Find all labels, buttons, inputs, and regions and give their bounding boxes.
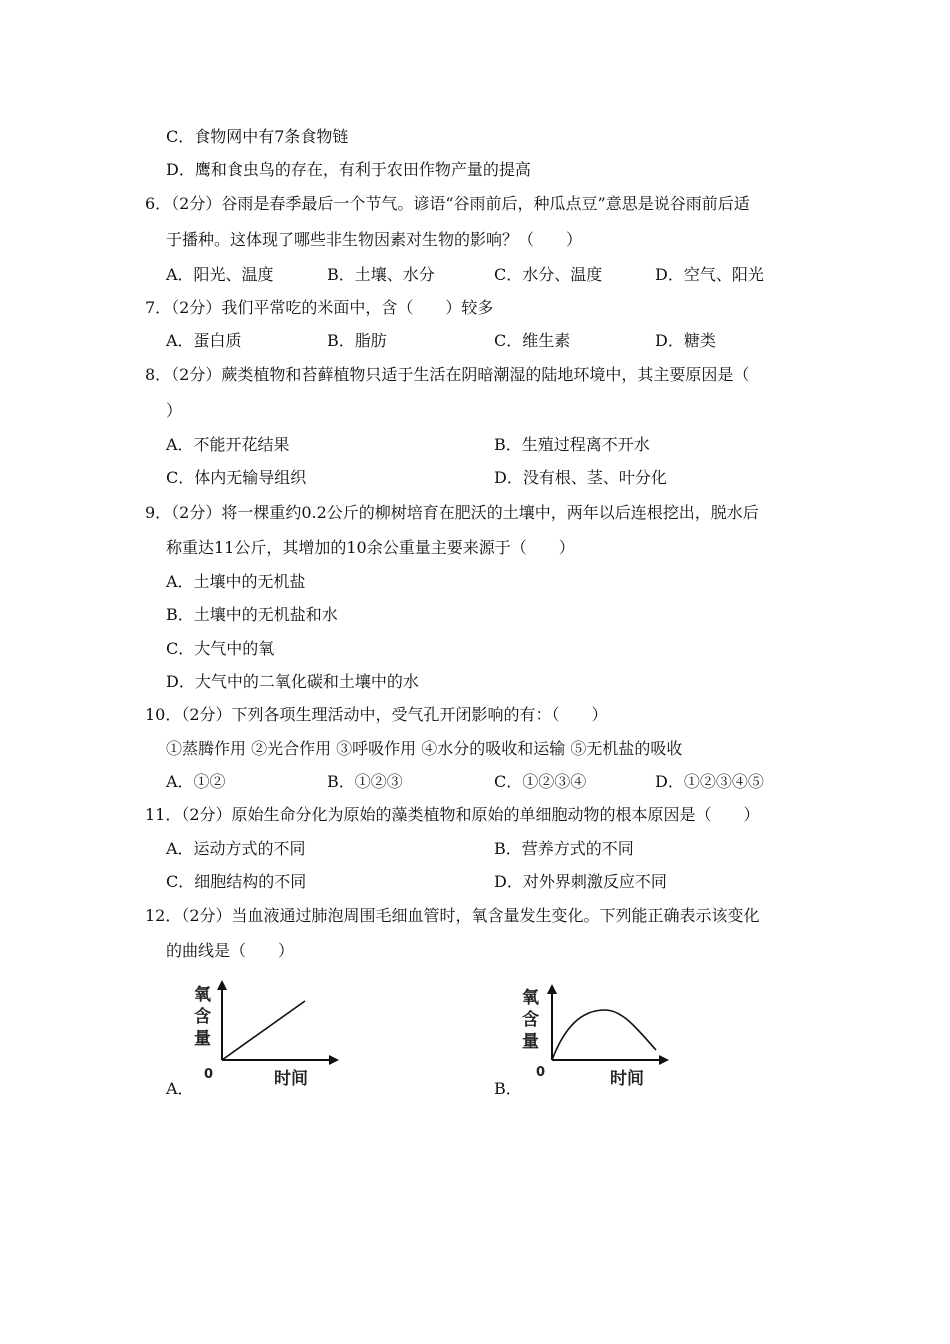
q8-option-d[interactable]: D．没有根、茎、叶分化 — [494, 468, 667, 487]
q6-option-b[interactable]: B．土壤、水分 — [327, 265, 435, 284]
q7-option-a[interactable]: A．蛋白质 — [166, 331, 242, 350]
q10-option-c[interactable]: C．①②③④ — [494, 772, 587, 791]
q10-stem-line1: 10．（2分）下列各项生理活动中，受气孔开闭影响的有：（ ） — [145, 705, 608, 724]
q6-stem-line1: 6．（2分）谷雨是春季最后一个节气。谚语“谷雨前后，种瓜点豆”意思是说谷雨前后适 — [145, 194, 750, 213]
q6-stem-line2: 于播种。这体现了哪些非生物因素对生物的影响？（ ） — [166, 230, 583, 249]
graph-b-ylabel-2: 含 — [522, 1010, 539, 1030]
q9-option-c[interactable]: C．大气中的氧 — [166, 639, 275, 658]
graph-b-xlabel: 时间 — [610, 1069, 644, 1089]
q8-option-b[interactable]: B．生殖过程离不开水 — [494, 435, 650, 454]
graph-a-xlabel: 时间 — [274, 1069, 308, 1089]
q11-option-c[interactable]: C．细胞结构的不同 — [166, 872, 307, 891]
q8-option-a[interactable]: A．不能开花结果 — [166, 435, 290, 454]
q7-option-b[interactable]: B．脂肪 — [327, 331, 387, 350]
q11-stem-line1: 11．（2分）原始生命分化为原始的藻类植物和原始的单细胞动物的根本原因是（ ） — [145, 805, 760, 824]
q11-option-a[interactable]: A．运动方式的不同 — [166, 839, 306, 858]
graph-b-origin: 0 — [536, 1065, 546, 1080]
q5-option-c: C．食物网中有7条食物链 — [166, 127, 349, 146]
q12-graph-a — [188, 978, 348, 1093]
q6-option-a[interactable]: A．阳光、温度 — [166, 265, 274, 284]
q8-stem-line1: 8．（2分）蕨类植物和苔藓植物只适于生活在阴暗潮湿的陆地环境中，其主要原因是（ — [145, 365, 750, 384]
q12-stem-line2: 的曲线是（ ） — [166, 941, 295, 960]
q6-option-d[interactable]: D．空气、阳光 — [655, 265, 764, 284]
q5-option-d: D．鹰和食虫鸟的存在，有利于农田作物产量的提高 — [166, 160, 531, 179]
graph-b-ylabel-1: 氧 — [522, 988, 539, 1008]
graph-a-y-arrow — [217, 980, 227, 990]
q9-stem-line2: 称重达11公斤，其增加的10余公重量主要来源于（ ） — [166, 538, 575, 557]
q9-option-a[interactable]: A．土壤中的无机盐 — [166, 572, 306, 591]
graph-a-origin: 0 — [204, 1067, 214, 1082]
q7-stem-line1: 7．（2分）我们平常吃的米面中，含（ ）较多 — [145, 298, 494, 317]
q12-graph-b — [518, 978, 678, 1093]
graph-a-ylabel-3: 量 — [194, 1029, 211, 1049]
q10-option-a[interactable]: A．①② — [166, 772, 226, 791]
q9-stem-line1: 9．（2分）将一棵重约0.2公斤的柳树培育在肥沃的土壤中，两年以后连根挖出，脱水后 — [145, 503, 759, 522]
graph-a-curve — [222, 1001, 305, 1060]
q10-option-d[interactable]: D．①②③④⑤ — [655, 772, 764, 791]
q8-stem-line2: ） — [166, 401, 183, 420]
q11-option-b[interactable]: B．营养方式的不同 — [494, 839, 634, 858]
q7-option-c[interactable]: C．维生素 — [494, 331, 571, 350]
q8-option-c[interactable]: C．体内无输导组织 — [166, 468, 307, 487]
q9-option-b[interactable]: B．土壤中的无机盐和水 — [166, 605, 338, 624]
graph-b-x-arrow — [659, 1055, 669, 1065]
q12-option-a-label[interactable]: A． — [166, 1079, 194, 1098]
graph-b-ylabel-3: 量 — [522, 1032, 539, 1052]
q10-stem-line2: ①蒸腾作用 ②光合作用 ③呼吸作用 ④水分的吸收和运输 ⑤无机盐的吸收 — [166, 739, 683, 758]
graph-b-curve — [552, 1010, 656, 1060]
graph-a-x-arrow — [329, 1055, 339, 1065]
q12-stem-line1: 12．（2分）当血液通过肺泡周围毛细血管时，氧含量发生变化。下列能正确表示该变化 — [145, 906, 760, 925]
q12-option-b-label[interactable]: B． — [494, 1079, 522, 1098]
q11-option-d[interactable]: D．对外界刺激反应不同 — [494, 872, 667, 891]
graph-a-ylabel-1: 氧 — [194, 985, 211, 1005]
q7-option-d[interactable]: D．糖类 — [655, 331, 716, 350]
graph-b-y-arrow — [547, 984, 557, 994]
q6-option-c[interactable]: C．水分、温度 — [494, 265, 603, 284]
q10-option-b[interactable]: B．①②③ — [327, 772, 403, 791]
q9-option-d[interactable]: D．大气中的二氧化碳和土壤中的水 — [166, 672, 419, 691]
graph-a-ylabel-2: 含 — [194, 1007, 211, 1027]
